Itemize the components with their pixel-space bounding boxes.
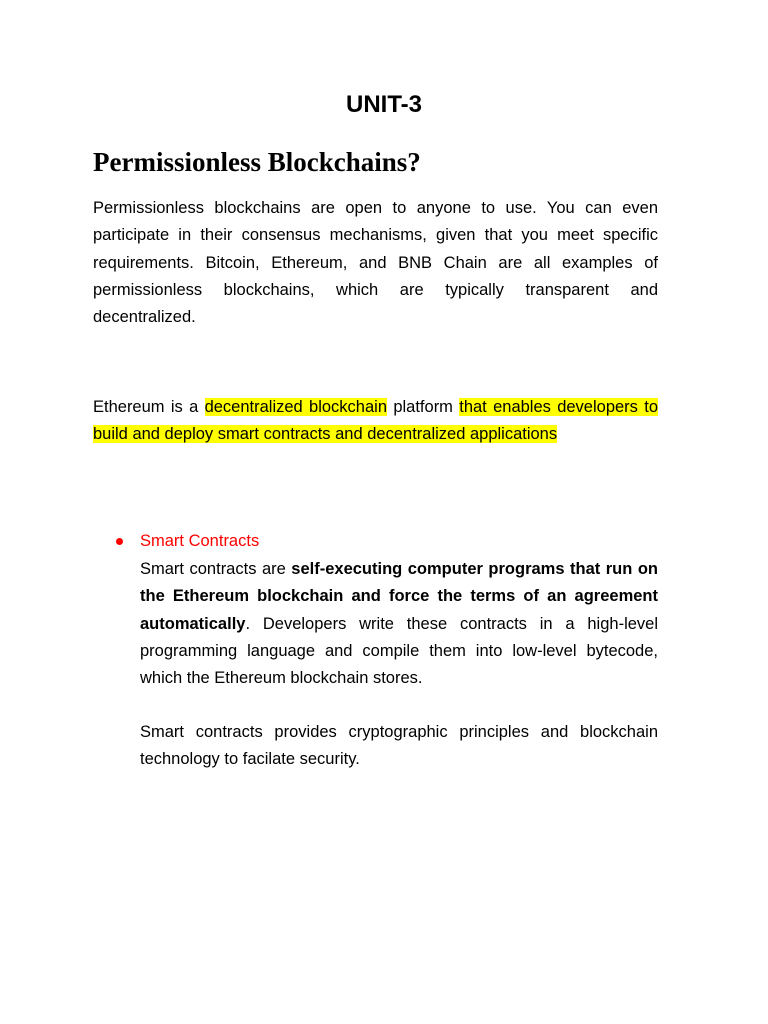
smart-contracts-security-paragraph: Smart contracts provides cryptographic principles and blockchain technology to facilate security. [140,723,658,769]
smart-contracts-text-part2: . Developers write these contracts in a high-level programming language and compile them into low-level bytecode, which the Ethereum blockchain stores. [140,614,658,688]
bullet-label: Smart Contracts [140,532,260,550]
bullet-dot-icon [116,538,123,545]
ethereum-paragraph [93,394,658,449]
highlight-decentralized-blockchain: decentralized blockchain [204,398,388,416]
highlight-enables-developers: that enables developers to build and deploy smart contracts and decentralized applications [93,398,658,444]
ethereum-text-part2: platform [387,398,460,416]
page-heading: Permissionless Blockchains? [93,147,421,177]
smart-contracts-text-part1: Smart contracts are [140,560,292,578]
smart-contracts-bold-text: self-executing computer programs that run on the Ethereum blockchain and force the terms of an agreement automatically [140,560,658,633]
unit-title: UNIT-3 [345,91,422,118]
smart-contracts-description [140,556,658,692]
permissionless-paragraph: Permissionless blockchains are open to anyone to use. You can even participate in their consensus mechanisms, given that you meet specific requirements. Bitcoin, Ethereum, and BNB Chain are all examples of permissionless blockchains, which are typically transparent and decentralized. [93,199,658,327]
ethereum-text-part1: Ethereum is a [93,398,205,416]
